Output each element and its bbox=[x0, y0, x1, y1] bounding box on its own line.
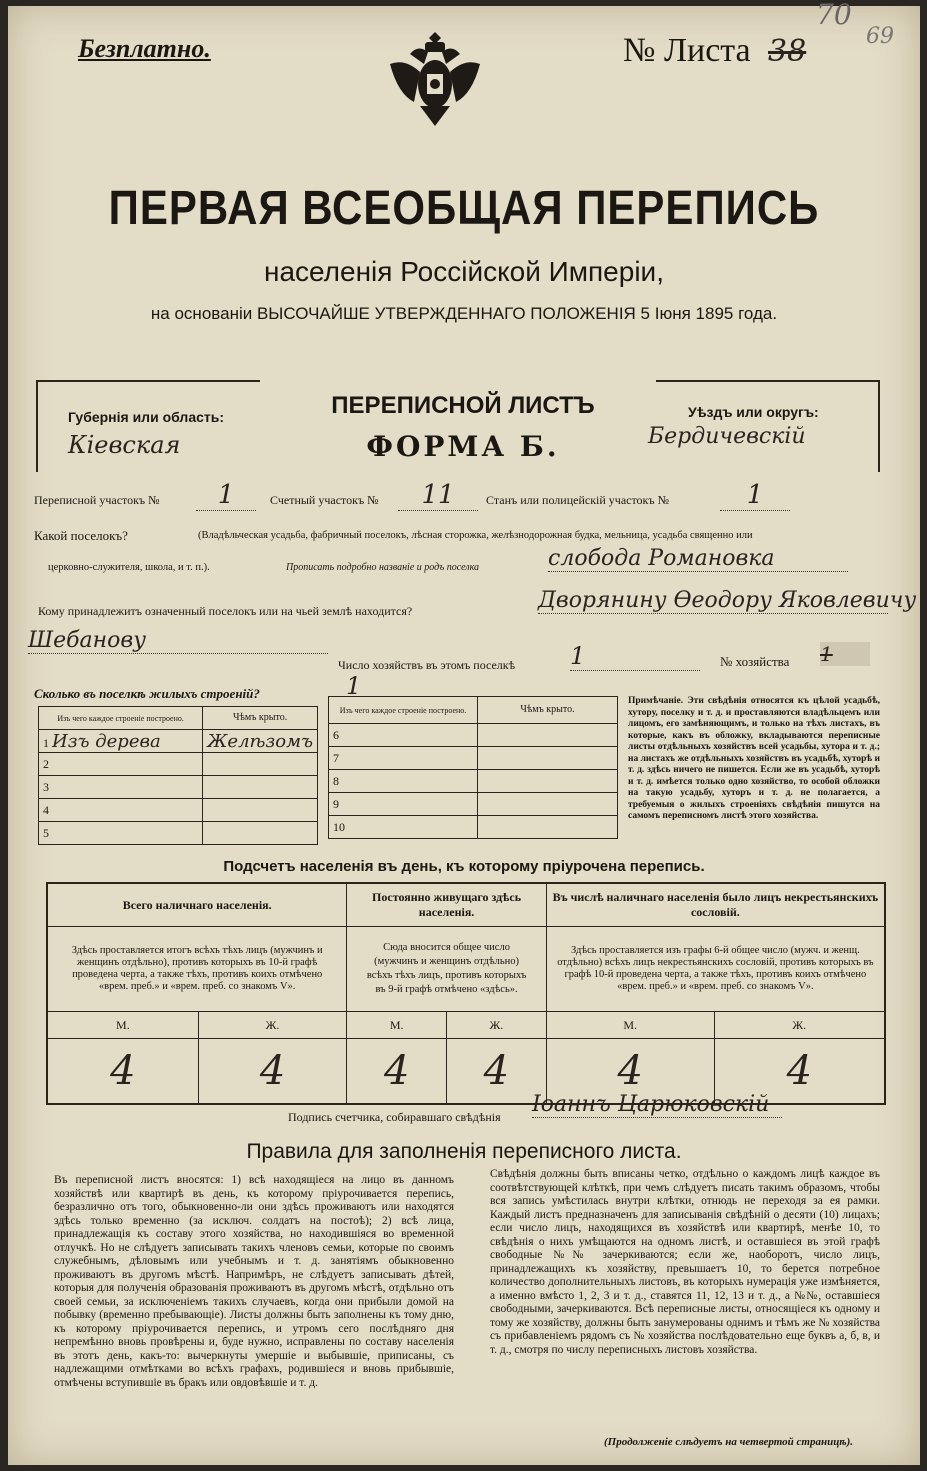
owner-value: Дворянину Өеодору Яковлевичу bbox=[538, 588, 917, 613]
building-row bbox=[329, 816, 618, 839]
row-number: 1 bbox=[43, 735, 49, 750]
building-row bbox=[39, 799, 318, 822]
rules-left-column: Въ переписной листъ вносятся: 1) всѣ находящіеся на лицо въ данномъ хозяйствѣ или квартирѣ въ день, къ которому пріурочивается перепись, безразлично отъ того, обыкновенно-ли они здѣсь проживаютъ или находятся здѣсь только временно (за исключ. солдатъ на постоѣ); 2) всѣ лица, принадлежащія къ составу этого хозяйства, но находившіяся во временной отлучкѣ. Но не слѣдуетъ записывать такихъ членовъ семьи, которые по своимъ служебнымъ, дѣловымъ или учебнымъ и т. д. занятіямъ обыкновенно проживаютъ въ другомъ мѣстѣ. Напримѣръ, не слѣдуетъ записывать дѣтей, которыя для полученія образованія проживаютъ въ другомъ мѣстѣ, отдѣльно отъ своей семьи, за исключеніемъ такихъ случаевъ, когда они прибыли домой на побывку (временно пребывающіе). Листы должны быть заполнены къ тому дню, къ которому пріурочивается перепись, и утромъ сего послѣдняго дня непремѣнно вновь провѣрены и, буде нужно, исправлены по составу населенія въ этотъ день, какъ-то: вычеркнуты умершіе и выбывшіе, приписаны, съ надлежащими отмѣтками во всѣхъ графахъ, родившіеся и вновь прибывшіе, отмѣчены вступившіе въ бракъ или овдовѣвшіе и т. д. bbox=[54, 1174, 454, 1389]
building-row bbox=[329, 770, 618, 793]
row-number: 6 bbox=[329, 724, 478, 747]
col-roof-header-2: Чѣмъ крыто. bbox=[478, 697, 618, 724]
female-label: Ж. bbox=[714, 1012, 885, 1039]
buildings-table-right bbox=[328, 696, 618, 839]
census-area-label: Переписной участокъ № bbox=[34, 493, 160, 507]
building-row bbox=[39, 822, 318, 845]
free-label: Безплатно. bbox=[78, 34, 211, 63]
male-label: М. bbox=[347, 1012, 447, 1039]
col-material-header-2: Изъ чего каждое строеніе построено. bbox=[329, 697, 478, 724]
building-row bbox=[39, 730, 318, 753]
households-label: Число хозяйствъ въ этомъ поселкѣ bbox=[338, 658, 516, 672]
row-number: 9 bbox=[329, 793, 478, 816]
col-nonpeasant-header: Въ числѣ наличнаго населенія было лицъ некрестьянскихъ сословій. bbox=[546, 883, 885, 927]
district-value: Бердичевскій bbox=[648, 424, 806, 449]
enumerator-signature: Іоаннъ Царюковскій bbox=[532, 1092, 782, 1118]
population-count-table bbox=[46, 882, 886, 1105]
nonpeasant-male-count: 4 bbox=[546, 1039, 714, 1105]
census-subtitle: населенія Россійской Имперіи, bbox=[264, 256, 664, 287]
census-area-value: 1 bbox=[196, 480, 256, 511]
sheet-number-value: 38 bbox=[768, 34, 807, 69]
female-label: Ж. bbox=[198, 1012, 347, 1039]
rules-title: Правила для заполненія переписного листа. bbox=[246, 1140, 682, 1163]
census-basis: на основаніи ВЫСОЧАЙШЕ УТВЕРЖДЕННАГО ПОЛОЖЕНІЯ 5 Іюня 1895 года. bbox=[150, 304, 778, 323]
col-present-desc: Здѣсь проставляется итогъ всѣхъ тѣхъ лицъ (мужчинъ и женщинъ отдѣльно), противъ которыхъ въ 10-й графѣ проведена черта, а также тѣхъ, противъ коихъ отмѣчено «врем. преб.» и «врем. преб. со знакомъ V». bbox=[47, 927, 347, 1012]
row-number: 4 bbox=[39, 799, 203, 822]
buildings-table-left bbox=[38, 706, 318, 845]
col-material-header: Изъ чего каждое строеніе построено. bbox=[39, 707, 203, 730]
district-label: Уѣздъ или округъ: bbox=[688, 404, 819, 420]
buildings-note: Примѣчаніе. Эти свѣдѣнія относятся къ цѣлой усадьбѣ, хутору, поселку и т. д. и проставляются владѣльцемъ или лицомъ, его замѣняющимъ, и только на тѣхъ листахъ, въ которые, какъ въ обложку, вкладываются переписные листы отдѣльныхъ хозяйствъ всей усадьбы, хутора и т. д.; на листахъ же отдѣльныхъ хозяйствъ въ усадьбѣ, хуторѣ и т. д. здѣсь ничего не пишется. Если же въ усадьбѣ, хуторѣ и т. д. имѣется только одно хозяйство, то особой обложки на такую усадьбу, хуторъ и т. д. не полагается, а требуемыя о жилыхъ строеніяхъ свѣдѣнія пишутся на самомъ переписномъ листѣ этого хозяйства. bbox=[628, 696, 880, 821]
count-title: Подсчетъ населенія въ день, къ которому пріурочена перепись. bbox=[223, 858, 705, 875]
settlement-value: слобода Романовка bbox=[548, 546, 848, 572]
col-roof-header: Чѣмъ крыто. bbox=[203, 707, 318, 730]
signature-label: Подпись счетчика, собиравшаго свѣдѣнія bbox=[288, 1110, 501, 1124]
stan-label: Станъ или полицейскій участокъ № bbox=[486, 493, 670, 507]
settlement-hint-3: Прописать подробно названіе и родъ поселка bbox=[286, 562, 480, 573]
col-nonpeasant-desc: Здѣсь проставляется изъ графы 6-й общее число (мужч. и женщ. отдѣльно) всѣхъ лицъ некрестьянскихъ сословій, противъ которыхъ въ графѣ 10-й проведена черта, а также тѣхъ, противъ коихъ отмѣчено «врем. преб.» и «врем. преб. со знакомъ V». bbox=[546, 927, 885, 1012]
resident-female-count: 4 bbox=[447, 1039, 547, 1105]
owner-value-2: Шебанову bbox=[28, 628, 328, 654]
male-label: М. bbox=[546, 1012, 714, 1039]
rules-right-column: Свѣдѣнія должны быть вписаны четко, отдѣльно о каждомъ лицѣ каждое въ соотвѣтствующей клѣткѣ, при чемъ слѣдуетъ писать такимъ образомъ, чтобы вся запись умѣстилась внутри клѣтки, отнюдь не переходя за ея рамки. Каждый листъ предназначенъ для записыванія свѣдѣній о десяти (10) лицахъ; если число лицъ, находящихся въ хозяйствѣ или квартирѣ, менѣе 10, то свѣдѣнія о нихъ умѣщаются на одномъ листѣ, и оставшіеся въ этой графѣ свободные №№ зачеркиваются; если же, наоборотъ, число лицъ, принадлежащихъ къ хозяйству, превышаетъ 10, то берется потребное количество дополнительныхъ листовъ, въ которыхъ нумерація уже измѣняется, а именно вмѣсто 1, 2, 3 и т. д., ставятся 11, 12, 13 и т. д., а №№, оставшіеся свободными, зачеркиваются. Всѣ переписные листы, относящіеся къ одному и тому же хозяйству, должны быть занумерованы однимъ и тѣмъ же № хозяйства съ прибавленіемъ рядомъ съ № хозяйства послѣдовательно еще буквъ а, б, в, и т. д., смотря по числу переписныхъ листовъ хозяйства. bbox=[490, 1168, 880, 1356]
row-number: 7 bbox=[329, 747, 478, 770]
row-number: 5 bbox=[39, 822, 203, 845]
row-number: 2 bbox=[39, 753, 203, 776]
buildings-label: Сколько въ поселкѣ жилыхъ строеній? bbox=[34, 686, 260, 701]
form-title: ПЕРЕПИСНОЙ ЛИСТЪ bbox=[331, 392, 595, 419]
present-female-count: 4 bbox=[198, 1039, 347, 1105]
male-label: М. bbox=[47, 1012, 198, 1039]
sheet-number-label: № Листа bbox=[623, 32, 751, 69]
row-number: 8 bbox=[329, 770, 478, 793]
buildings-value: 1 bbox=[346, 672, 362, 700]
col-present-header: Всего наличнаго населенія. bbox=[47, 883, 347, 927]
building-row bbox=[329, 747, 618, 770]
building-row bbox=[329, 793, 618, 816]
census-sheet bbox=[8, 0, 920, 1465]
building-row bbox=[329, 724, 618, 747]
present-male-count: 4 bbox=[47, 1039, 198, 1105]
row-number: 10 bbox=[329, 816, 478, 839]
col-resident-desc: Сюда вносится общее число (мужчинъ и женщинъ отдѣльно) всѣхъ тѣхъ лицъ, противъ которыхъ въ 9-й графѣ отмѣчено «здѣсь». bbox=[347, 927, 546, 1012]
count-area-label: Счетный участокъ № bbox=[270, 493, 379, 507]
building-row bbox=[39, 753, 318, 776]
building-row bbox=[39, 776, 318, 799]
stan-value: 1 bbox=[720, 480, 790, 511]
owner-label: Кому принадлежитъ означенный поселокъ или на чьей землѣ находится? bbox=[38, 604, 413, 618]
households-value: 1 bbox=[570, 642, 700, 671]
form-type: ФОРМА Б. bbox=[366, 430, 560, 463]
count-area-value: 11 bbox=[398, 480, 478, 511]
settlement-label: Какой поселокъ? bbox=[34, 528, 128, 543]
imperial-eagle-icon bbox=[380, 24, 490, 134]
pencil-mark-corner: 69 bbox=[866, 24, 894, 49]
rules-continued: (Продолженіе слѣдуетъ на четвертой страницѣ). bbox=[604, 1436, 854, 1448]
household-number-label: № хозяйства bbox=[720, 654, 790, 669]
nonpeasant-female-count: 4 bbox=[714, 1039, 885, 1105]
household-number-value: 1 bbox=[820, 642, 870, 666]
settlement-hint: (Владѣльческая усадьба, фабричный поселокъ, лѣсная сторожка, желѣзнодорожная будка, мельница, усадьба священно или bbox=[198, 530, 753, 541]
province-label: Губернія или область: bbox=[68, 409, 225, 425]
building-material: Изъ дерева bbox=[52, 730, 161, 752]
census-title: ПЕРВАЯ ВСЕОБЩАЯ ПЕРЕПИСЬ bbox=[108, 180, 820, 235]
province-value: Кіевская bbox=[68, 431, 181, 459]
col-resident-header: Постоянно живущаго здѣсь населенія. bbox=[347, 883, 546, 927]
building-roof: Желѣзомъ bbox=[207, 730, 313, 752]
pencil-mark-top: 70 bbox=[816, 0, 852, 31]
resident-male-count: 4 bbox=[347, 1039, 447, 1105]
settlement-hint-2: церковно-служителя, школа, и т. п.). bbox=[48, 562, 210, 573]
row-number: 3 bbox=[39, 776, 203, 799]
female-label: Ж. bbox=[447, 1012, 547, 1039]
